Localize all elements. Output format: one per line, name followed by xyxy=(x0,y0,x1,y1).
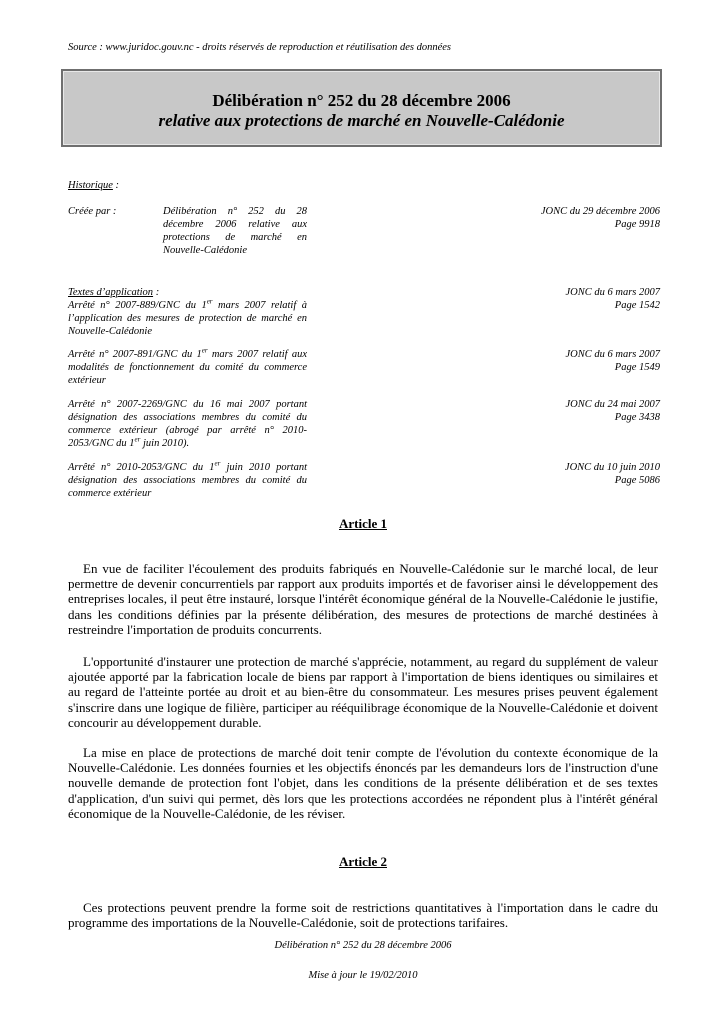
article-2-paragraph: Ces protections peuvent prendre la forme soit de restrictions quantitatives à l'importation dans le cadre du programme des importations de la Nouvelle-Calédonie, soit de protections tarifaires. xyxy=(68,900,658,931)
texte-item: Arrêté n° 2007-891/GNC du 1er mars 2007 relatif aux modalités de fonctionnement du comité du commerce extérieur xyxy=(68,346,307,386)
document-subtitle: relative aux protections de marché en Nouvelle-Calédonie xyxy=(158,111,565,130)
article-1-paragraph: L'opportunité d'instaurer une protection de marché s'apprécie, notamment, au regard du supplément de valeur ajoutée apporté par la fabrication locale de biens par rapport à l'importation de biens identiques ou similaires et au regard de l'atteinte portée au droit et au bien-être du consommateur. Les mesures prises peuvent également s'inscrire dans une logique de filière, participer au rééquilibrage économique de la Nouvelle-Calédonie et doivent concourir au développement durable. xyxy=(68,654,658,730)
document-title: Délibération n° 252 du 28 décembre 2006 xyxy=(212,91,511,110)
article-1-heading: Article 1 xyxy=(338,516,387,531)
texte-item-jonc: JONC du 10 juin 2010 Page 5086 xyxy=(564,462,660,486)
historique-heading: Historique : xyxy=(68,180,120,191)
texte-item-jonc: JONC du 6 mars 2007 Page 1542 xyxy=(565,287,660,311)
footer-reference: Délibération n° 252 du 28 décembre 2006 xyxy=(274,940,452,951)
article-1-paragraph: La mise en place de protections de marché doit tenir compte de l'évolution du contexte économique de la Nouvelle-Calédonie. Les données fournies et les objectifs énoncés par les demandeurs lors de l'instruction d'une nouvelle demande de protection font l'objet, dans les conditions de la présente délibération et de ses textes d'application, d'un suivi qui permet, dès lors que les protections accordées ne répondent plus à l'intérêt général économique de la Nouvelle-Calédonie, de les réviser. xyxy=(68,745,658,821)
cree-par-jonc: JONC du 29 décembre 2006 Page 9918 xyxy=(540,206,660,230)
texte-item-jonc: JONC du 24 mai 2007 Page 3438 xyxy=(565,399,660,423)
texte-item: Arrêté n° 2007-889/GNC du 1er mars 2007 relatif à l’application des mesures de protection de marché en Nouvelle-Calédonie xyxy=(68,297,307,337)
cree-par-label: Créée par : xyxy=(68,206,117,217)
article-2-heading: Article 2 xyxy=(338,854,387,869)
texte-item: Arrêté n° 2007-2269/GNC du 16 mai 2007 portant désignation des associations membres du comité du commerce extérieur (abrogé par arrêté n° 2010-2053/GNC du 1er juin 2010). xyxy=(68,399,307,449)
footer-update-date: Mise à jour le 19/02/2010 xyxy=(308,970,418,981)
texte-item: Arrêté n° 2010-2053/GNC du 1er juin 2010 portant désignation des associations membres du comité du commerce extérieur xyxy=(68,459,307,499)
textes-heading: Textes d’application : xyxy=(68,287,160,298)
texte-item-jonc: JONC du 6 mars 2007 Page 1549 xyxy=(565,349,660,373)
article-1-paragraph: En vue de faciliter l'écoulement des produits fabriqués en Nouvelle-Calédonie sur le marché local, de leur permettre de devenir concurrentiels par rapport aux produits importés et de favoriser ainsi le développement des entreprises locales, il peut être instauré, lorsque l'intérêt économique général de la Nouvelle-Calédonie le justifie, dans les conditions définies par la présente délibération, des mesures de protections de marché destinées à restreindre l'importation de produits concurrents. xyxy=(68,561,658,637)
source-notice: Source : www.juridoc.gouv.nc - droits réservés de reproduction et réutilisation des données xyxy=(68,42,451,53)
cree-par-text: Délibération n° 252 du 28 décembre 2006 relative aux protections de marché en Nouvelle-Calédonie xyxy=(163,206,307,256)
